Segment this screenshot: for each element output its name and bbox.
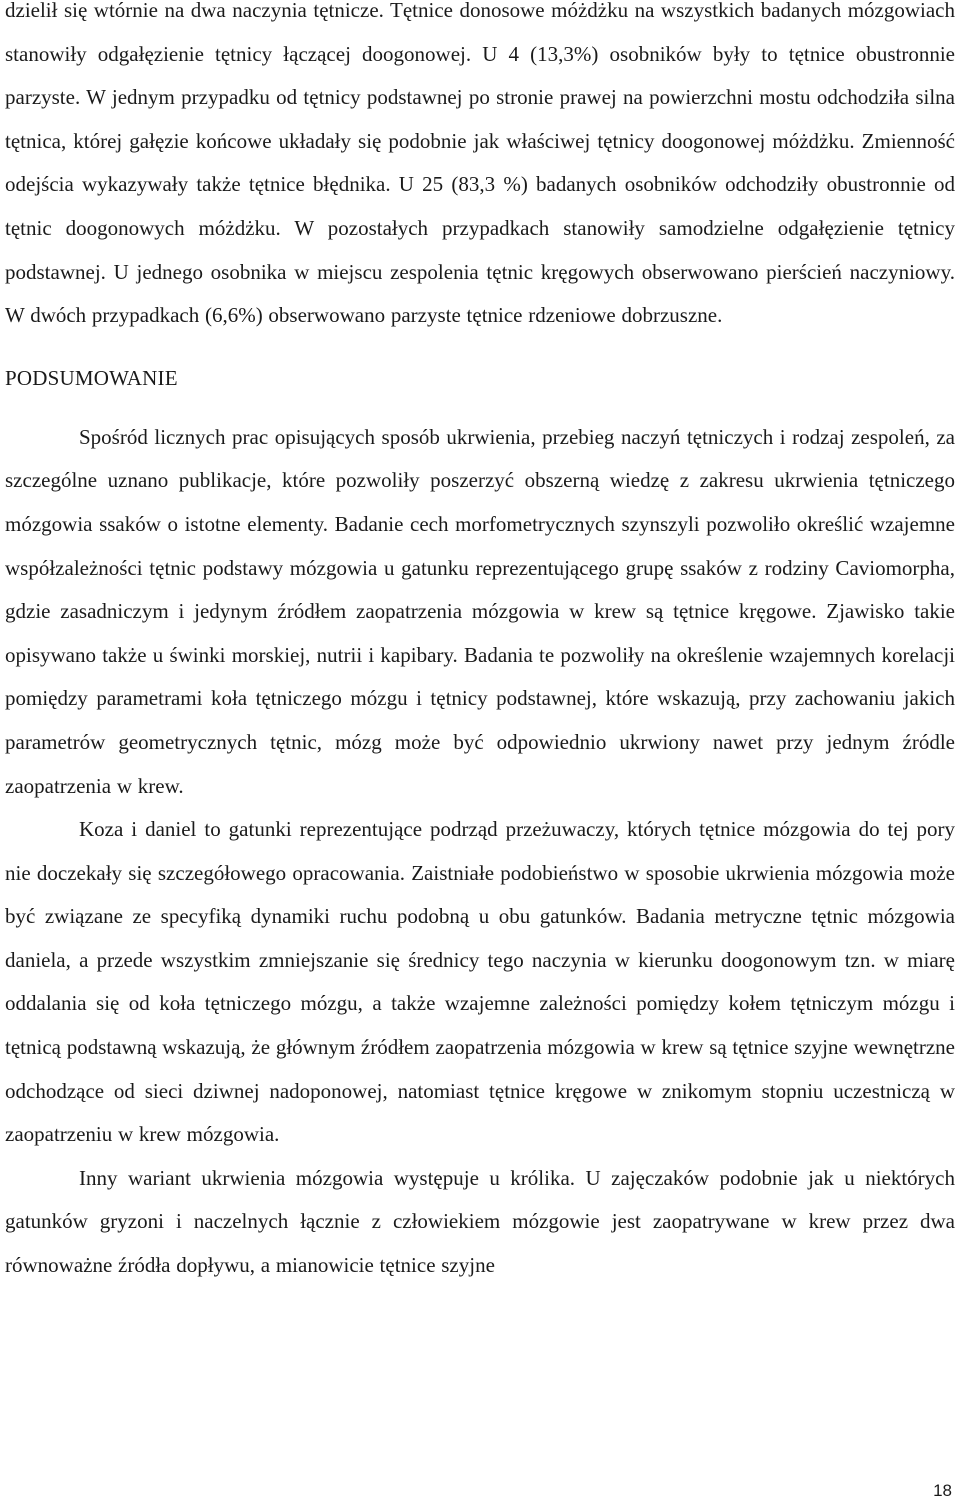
section-heading-podsumowanie: PODSUMOWANIE: [5, 365, 178, 390]
paragraph-summary-3: Inny wariant ukrwienia mózgowia występuje u królika. U zajęczaków podobnie jak u niektórych gatunków gryzoni i naczelnych łącznie z człowiekiem mózgowie jest zaopatrywane w krew przez dwa równoważne źródła dopływu, a mianowicie tętnice szyjne: [5, 1165, 955, 1278]
document-page: [5, 0, 955, 1288]
paragraph-summary-1: Spośród licznych prac opisujących sposób ukrwienia, przebieg naczyń tętniczych i rodzaj zespoleń, za szczególne uznano publikacje, które pozwoliły poszerzyć obszerną wiedzę z zakresu ukrwienia tętniczego mózgowia ssaków o istotne elementy. Badanie cech morfometrycznych szynszyli pozwoliło określić wzajemne współzależności tętnic podstawy mózgowia u gatunku reprezentującego grupę ssaków z rodziny Caviomorpha, gdzie zasadniczym i jedynym źródłem zaopatrzenia mózgowia w krew są tętnice kręgowe. Zjawisko takie opisywano także u świnki morskiej, nutrii i kapibary. Badania te pozwoliły na określenie wzajemnych korelacji pomiędzy parametrami koła tętniczego mózgu i tętnicy podstawnej, które wskazują, przy zachowaniu jakich parametrów geometrycznych tętnic, mózg może być odpowiednio ukrwiony nawet przy jednym źródle zaopatrzenia w krew.: [5, 424, 955, 798]
paragraph-results-continued: dzielił się wtórnie na dwa naczynia tętnicze. Tętnice donosowe móżdżku na wszystkich badanych mózgowiach stanowiły odgałęzienie tętnicy łączącej doogonowej. U 4 (13,3%) osobników były to tętnice obustronnie parzyste. W jednym przypadku od tętnicy podstawnej po stronie prawej na powierzchni mostu odchodziła silna tętnica, której gałęzie końcowe układały się podobnie jak właściwej tętnicy doogonowej móżdżku. Zmienność odejścia wykazywały także tętnice błędnika. U 25 (83,3 %) badanych osobników odchodziły obustronnie od tętnic doogonowych móżdżku. W pozostałych przypadkach stanowiły samodzielne odgałęzienie tętnicy podstawnej. U jednego osobnika w miejscu zespolenia tętnic kręgowych obserwowano pierścień naczyniowy. W dwóch przypadkach (6,6%) obserwowano parzyste tętnice rdzeniowe dobrzuszne.: [5, 0, 955, 328]
page-number: 18: [933, 1481, 952, 1500]
paragraph-summary-2: Koza i daniel to gatunki reprezentujące podrząd przeżuwaczy, których tętnice mózgowia do tej pory nie doczekały się szczegółowego opracowania. Zaistniałe podobieństwo w sposobie ukrwienia mózgowia może być związane ze specyfiką dynamiki ruchu podobną u obu gatunków. Badania metryczne tętnic mózgowia daniela, a przede wszystkim zmniejszanie się średnicy tego naczynia w kierunku doogonowym tzn. w miarę oddalania się od koła tętniczego mózgu, a także wzajemne zależności pomiędzy kołem tętniczym mózgu i tętnicą podstawną wskazują, że głównym źródłem zaopatrzenia mózgowia w krew są tętnice szyjne wewnętrzne odchodzące od sieci dziwnej nadoponowej, natomiast tętnice kręgowe w znikomym stopniu uczestniczą w zaopatrzeniu w krew mózgowia.: [5, 817, 955, 1147]
